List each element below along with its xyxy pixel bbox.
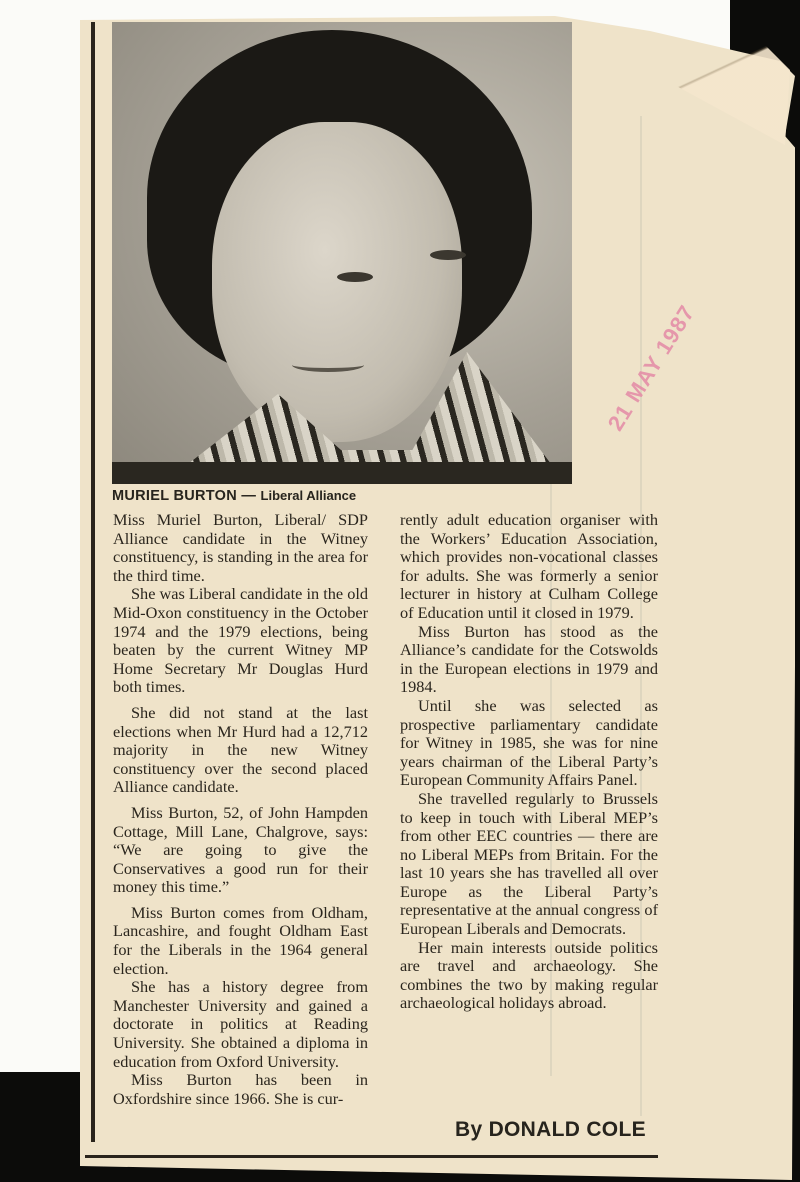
byline: By DONALD COLE [455,1118,646,1141]
paragraph: She was Liberal candidate in the old Mid-Oxon constituency in the October 1974 and the 1979 elections, being beaten by the current Witney MP Home Secretary Mr Douglas Hurd both times. [113,584,368,697]
paragraph: She has a history degree from Manchester University and gained a doctorate in politics at Reading University. She obtained a diploma in education from Oxford University. [113,977,368,1071]
paragraph: Miss Burton comes from Oldham, Lancashire, and fought Oldham East for the Liberals in the 1964 general election. [113,902,368,978]
photo-caption [112,488,356,504]
caption-separator: — [241,488,257,504]
paragraph: Her main interests outside politics are travel and archaeology. She combines the two by making regular archaeological holidays abroad. [400,937,658,1013]
left-column-rule [91,22,95,1142]
caption-name: MURIEL BURTON [112,488,238,504]
article-column-2 [400,511,658,1013]
paragraph: Miss Burton has stood as the Alliance’s candidate for the Cotswolds in the European elections in 1979 and 1984. [400,621,658,697]
paragraph: Miss Burton, 52, of John Hampden Cottage, Mill Lane, Chalgrove, says: “We are going to give the Conservatives a good run for their money this time.” [113,802,368,897]
paragraph: She did not stand at the last elections when Mr Hurd had a 12,712 majority in the new Witney constituency over the second placed Alliance candidate. [113,702,368,797]
paragraph: Miss Muriel Burton, Liberal/ SDP Alliance candidate in the Witney constituency, is standing in the area for the third time. [113,510,368,585]
paragraph: rently adult education organiser with the Workers’ Education Association, which provides non-vocational classes for adults. She was formerly a senior lecturer in history at Culham College of Education until it closed in 1979. [400,510,658,622]
article-column-1 [113,511,368,1108]
paragraph: She travelled regularly to Brussels to keep in touch with Liberal MEP’s from other EEC countries — there are no Liberal MEPs from Britain. For the last 10 years she has travelled all over Europe as the Liberal Party’s representative at the annual congress of European Liberals and Democrats. [400,788,658,939]
caption-affiliation: Liberal Alliance [260,488,357,503]
paragraph: Miss Burton has been in Oxfordshire since 1966. She is cur- [113,1070,368,1108]
bottom-rule [85,1155,658,1158]
portrait-photo [112,22,572,484]
paragraph: Until she was selected as prospective parliamentary candidate for Witney in 1985, she was for nine years chairman of the Liberal Party’s European Community Affairs Panel. [400,695,658,790]
date-stamp: 21 MAY 1987 [602,300,700,436]
